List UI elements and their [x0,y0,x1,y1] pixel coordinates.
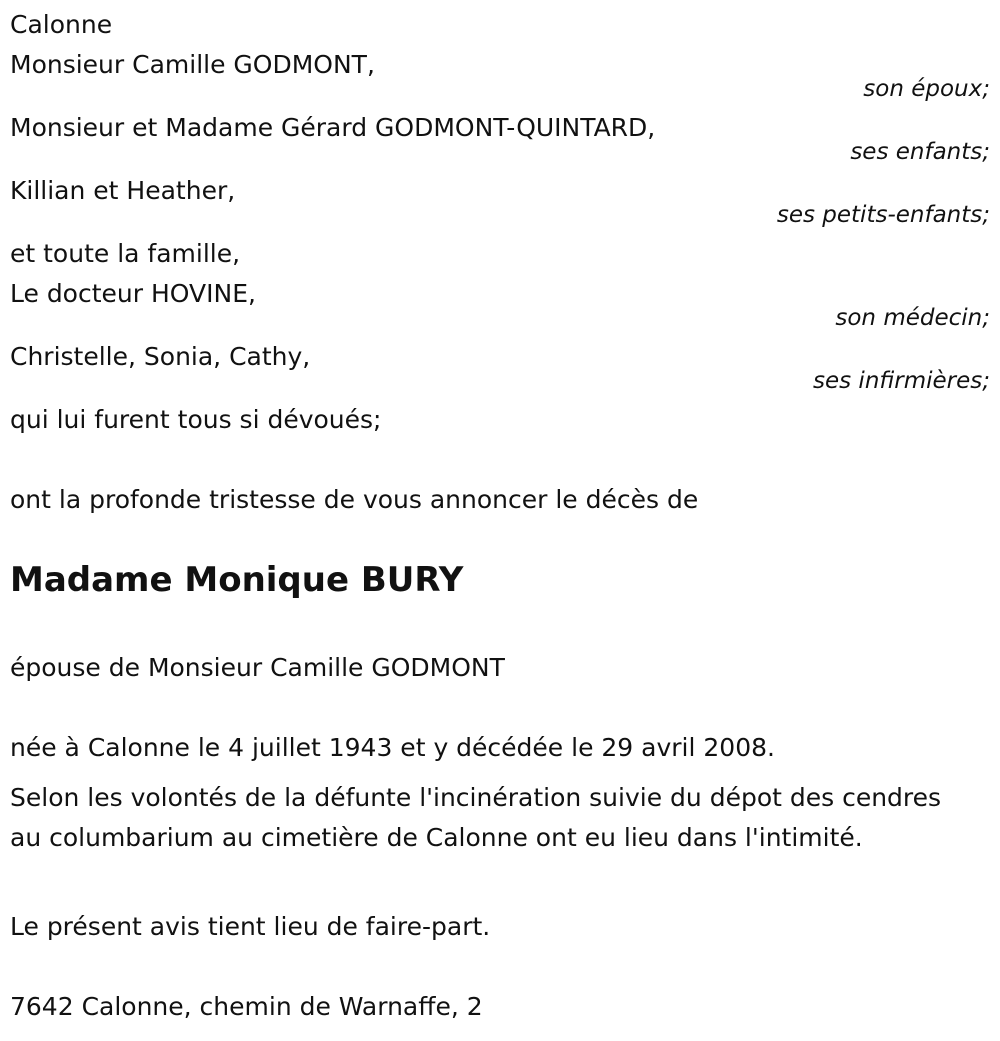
header-place: Calonne [10,10,113,39]
address-line: 7642 Calonne, chemin de Warnaffe, 2 [10,992,483,1021]
family-member-role: ses enfants; [850,139,990,165]
family-member-name: Monsieur Camille GODMONT, [10,50,375,79]
family-member-role: son époux; [863,76,990,102]
announcement-line: ont la profonde tristesse de vous annoncer le décès de [10,485,699,514]
birth-death-line: née à Calonne le 4 juillet 1943 et y décédée le 29 avril 2008. [10,733,775,762]
family-member-role: ses infirmières; [813,368,990,394]
family-member-name: et toute la famille, [10,239,241,268]
closing-line: Le présent avis tient lieu de faire-part. [10,912,491,941]
family-member-name: Killian et Heather, [10,176,236,205]
death-notice [10,0,990,1041]
deceased-name: Madame Monique BURY [10,560,464,600]
family-member-name: Christelle, Sonia, Cathy, [10,342,311,371]
family-member-role: ses petits-enfants; [776,202,990,228]
family-member-name: Le docteur HOVINE, [10,279,256,308]
spouse-line: épouse de Monsieur Camille GODMONT [10,653,505,682]
devotion-line: qui lui furent tous si dévoués; [10,405,382,434]
ceremony-paragraph: Selon les volontés de la défunte l'incinération suivie du dépot des cendres au columbarium au cimetière de Calonne ont eu lieu dans l'intimité. [10,783,942,852]
family-member-name: Monsieur et Madame Gérard GODMONT-QUINTARD, [10,113,656,142]
family-member-role: son médecin; [835,305,990,331]
